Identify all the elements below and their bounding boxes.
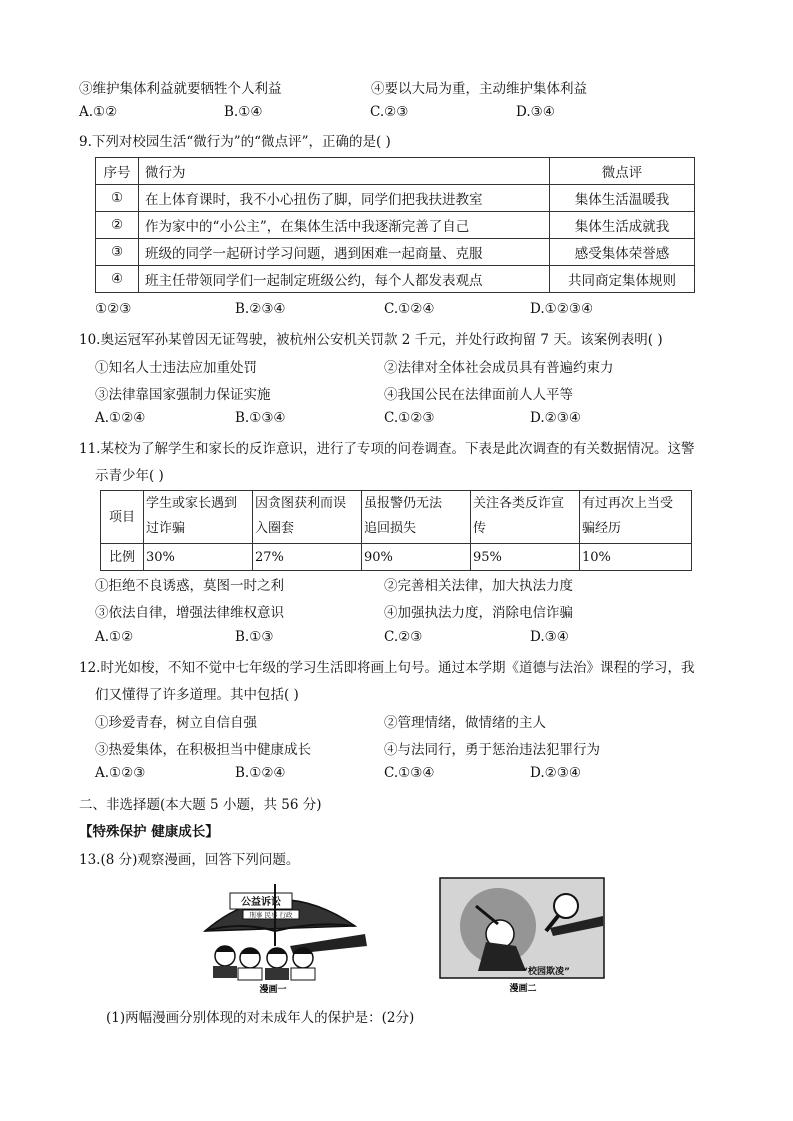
q9-cell-behavior: 在上体育课时，我不小心扭伤了脚，同学们把我扶进教室 — [139, 185, 550, 212]
table-row — [96, 185, 695, 212]
q10-option-2: ②法律对全体社会成员具有普遍约束力 — [384, 360, 614, 376]
q11-table — [100, 490, 692, 571]
q8-choice-a: A.①② — [79, 104, 118, 120]
umbrella-band: 刑事 民事 行政 — [249, 911, 293, 919]
cartoon-2-label: “校园欺凌” — [522, 967, 570, 977]
q9-cell-behavior: 班级的同学一起研讨学习问题，遇到困难一起商量、克服 — [139, 239, 550, 266]
q9-cell-number: ④ — [96, 266, 139, 293]
q9-cell-number: ② — [96, 212, 139, 239]
q11-choice-b: B.①③ — [235, 629, 274, 645]
q9-cell-number: ① — [96, 185, 139, 212]
table-row — [96, 158, 695, 185]
q9-header-comment: 微点评 — [550, 158, 695, 185]
q11-cell-value: 30% — [144, 544, 253, 571]
cartoon-1-illustration — [195, 876, 370, 994]
q12-option-3: ③热爱集体，在积极担当中健康成长 — [95, 742, 311, 758]
q10-option-1: ①知名人士违法应加重处罚 — [95, 360, 257, 376]
q11-option-4: ④加强执法力度，消除电信诈骗 — [384, 605, 573, 621]
q12-choice-c: C.①③④ — [384, 765, 435, 781]
q11-header-line1: 关注各类反诈宣 — [473, 496, 565, 511]
q12-option-1: ①珍爱青春，树立自信自强 — [95, 715, 257, 731]
q10-choice-a: A.①②④ — [95, 410, 146, 426]
q11-option-3: ③依法自律，增强法律维权意识 — [95, 605, 284, 621]
q9-cell-behavior: 作为家中的“小公主”，在集体生活中我逐渐完善了自己 — [139, 212, 550, 239]
q9-cell-number: ③ — [96, 239, 139, 266]
table-row — [96, 239, 695, 266]
q8-choice-c: C.②③ — [370, 104, 409, 120]
q8-option-3: ③维护集体利益就要牺牲个人利益 — [79, 81, 282, 97]
q12-stem-line1: 12.时光如梭，不知不觉中七年级的学习生活即将画上句号。通过本学期《道德与法治》课程的学习，我 — [79, 660, 695, 676]
table-row — [101, 491, 692, 544]
q11-header-label: 项目 — [101, 491, 144, 544]
q12-choice-d: D.②③④ — [530, 765, 581, 781]
section-title: 二、非选择题(本大题 5 小题，共 56 分) — [79, 797, 322, 813]
q13-stem: 13.(8 分)观察漫画，回答下列问题。 — [79, 852, 300, 868]
q11-header-col — [253, 491, 362, 544]
q9-stem: 9.下列对校园生活“微行为”的“微点评”，正确的是( ) — [79, 134, 391, 150]
q8-choice-d: D.③④ — [516, 104, 555, 120]
q10-option-4: ④我国公民在法律面前人人平等 — [384, 387, 573, 403]
q11-option-1: ①拒绝不良诱惑，莫图一时之利 — [95, 578, 284, 594]
q9-choice-a: ①②③ — [95, 301, 132, 317]
q11-header-line2: 追回损失 — [364, 521, 417, 536]
q11-cell-value: 95% — [471, 544, 580, 571]
children-group — [213, 946, 315, 980]
q11-stem-line2: 示青少年( ) — [95, 468, 164, 484]
q9-cell-comment: 共同商定集体规则 — [550, 266, 695, 293]
q11-header-line1: 学生或家长遇到 — [146, 496, 238, 511]
q11-row-label: 比例 — [101, 544, 144, 571]
q9-header-behavior: 微行为 — [139, 158, 550, 185]
q13-sub-question-1: (1)两幅漫画分别体现的对未成年人的保护是：(2分) — [106, 1010, 415, 1026]
q9-cell-comment: 感受集体荣誉感 — [550, 239, 695, 266]
cartoon-2-illustration — [438, 876, 608, 994]
q12-option-4: ④与法同行，勇于惩治违法犯罪行为 — [384, 742, 600, 758]
q11-choice-d: D.③④ — [530, 629, 569, 645]
q9-header-number: 序号 — [96, 158, 139, 185]
q8-option-4: ④要以大局为重，主动维护集体利益 — [371, 81, 587, 97]
q11-choice-a: A.①② — [95, 629, 134, 645]
q11-cell-value: 27% — [253, 544, 362, 571]
q11-choice-c: C.②③ — [384, 629, 423, 645]
q9-table — [95, 157, 695, 293]
q11-header-line1: 虽报警仍无法 — [364, 496, 443, 511]
table-row — [101, 544, 692, 571]
q10-option-3: ③法律靠国家强制力保证实施 — [95, 387, 271, 403]
q11-header-col — [471, 491, 580, 544]
q8-choice-b: B.①④ — [224, 104, 263, 120]
q9-choice-d: D.①②③④ — [530, 301, 594, 317]
q9-cell-comment: 集体生活成就我 — [550, 212, 695, 239]
cartoon-2-caption: 漫画二 — [509, 984, 537, 994]
cartoon-1-caption: 漫画一 — [259, 985, 287, 994]
q11-option-2: ②完善相关法律，加大执法力度 — [384, 578, 573, 594]
q11-cell-value: 10% — [580, 544, 692, 571]
q9-choice-b: B.②③④ — [235, 301, 286, 317]
q12-stem-line2: 们又懂得了许多道理。其中包括( ) — [95, 687, 299, 703]
q9-choice-c: C.①②④ — [384, 301, 435, 317]
q10-choice-d: D.②③④ — [530, 410, 581, 426]
umbrella-label: 公益诉讼 — [241, 897, 281, 908]
q11-header-col — [580, 491, 692, 544]
q10-choice-c: C.①②③ — [384, 410, 435, 426]
table-row — [96, 266, 695, 293]
q11-header-line2: 传 — [473, 521, 487, 536]
q11-header-col — [362, 491, 471, 544]
q11-cell-value: 90% — [362, 544, 471, 571]
topic-heading: 【特殊保护 健康成长】 — [79, 824, 219, 840]
magnifier-icon — [554, 894, 578, 918]
table-row — [96, 212, 695, 239]
q9-cell-behavior: 班主任带领同学们一起制定班级公约，每个人都发表观点 — [139, 266, 550, 293]
q11-header-line2: 过诈骗 — [146, 521, 186, 536]
q11-header-line1: 有过再次上当受 — [582, 496, 674, 511]
q12-choice-a: A.①②③ — [95, 765, 146, 781]
q11-header-col — [144, 491, 253, 544]
q10-choice-b: B.①③④ — [235, 410, 286, 426]
q11-header-line2: 入圈套 — [255, 521, 295, 536]
q12-option-2: ②管理情绪，做情绪的主人 — [384, 715, 546, 731]
q11-header-line1: 因贪图获利而误 — [255, 496, 347, 511]
q12-choice-b: B.①②④ — [235, 765, 286, 781]
q9-cell-comment: 集体生活温暖我 — [550, 185, 695, 212]
q11-header-line2: 骗经历 — [582, 521, 622, 536]
q11-stem-line1: 11.某校为了解学生和家长的反诈意识，进行了专项的问卷调查。下表是此次调查的有关数据情况。这警 — [79, 441, 695, 457]
q10-stem: 10.奥运冠军孙某曾因无证驾驶，被杭州公安机关罚款 2 千元，并处行政拘留 7 天。该案例表明( ) — [79, 332, 663, 348]
